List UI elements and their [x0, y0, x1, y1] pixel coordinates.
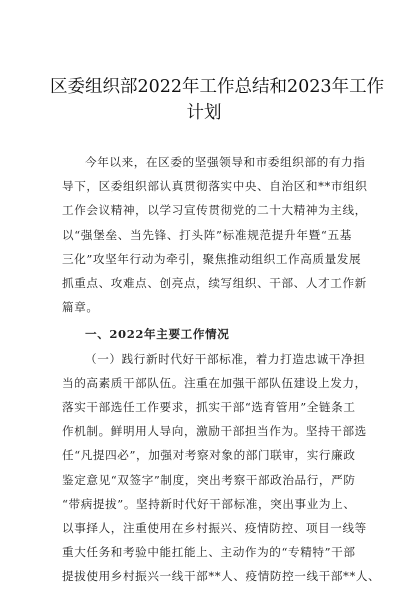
paragraph-line: 任“凡提四必”，加强对考察对象的部门联审，实行廉政: [62, 448, 356, 463]
intro-line: 篇章。: [62, 300, 99, 315]
paragraph-line: 鉴定意见“双签字”制度，突出考察干部政治品行，严防: [62, 472, 356, 487]
intro-line: 工作会议精神，以学习宣传贯彻党的二十大精神为主线，: [62, 203, 367, 218]
paragraph-line: 作机制。鲜明用人导向，激励干部担当作为。坚持干部选: [62, 424, 367, 439]
title-line-2: 计划: [186, 103, 222, 123]
paragraph-line: 落实干部选任工作要求，抓实干部“选育管用”全链条工: [62, 400, 356, 415]
section-heading: 一、2022年主要工作情况: [85, 327, 230, 342]
intro-paragraph: [62, 150, 368, 319]
intro-line: 抓重点、攻难点、创亮点，续写组织、干部、人才工作新: [62, 276, 367, 291]
intro-line: 今年以来，在区委的坚强领导和市委组织部的有力指: [85, 155, 366, 169]
paragraph-line: 提拔使用乡村振兴一线干部**人、疫情防控一线干部**人、: [62, 569, 381, 584]
title-line-1: 区委组织部2022年工作总结和2023年工作: [50, 77, 385, 97]
paragraph-line: “带病提拔”。坚持新时代好干部标准，突出事业为上、: [62, 496, 356, 511]
paragraph-line: （一）践行新时代好干部标准，着力打造忠诚干净担: [85, 351, 366, 366]
paragraph-line: 重大任务和考验中能扛能上、主动作为的“专精特”干部: [62, 545, 356, 560]
intro-line: 以“强堡垒、当先锋、打头阵”标准规范提升年暨“五基: [62, 227, 352, 242]
intro-line: 三化”攻坚年行动为牵引，聚焦推动组织工作高质量发展: [62, 251, 362, 266]
section-paragraph: [62, 347, 381, 589]
document-title: [50, 74, 385, 126]
intro-line: 导下，区委组织部认真贯彻落实中央、自治区和**市组织: [62, 179, 368, 194]
paragraph-line: 以事择人，注重使用在乡村振兴、疫情防控、项目一线等: [62, 521, 367, 536]
document-body: [62, 150, 381, 589]
paragraph-line: 当的高素质干部队伍。注重在加强干部队伍建设上发力，: [62, 375, 367, 390]
